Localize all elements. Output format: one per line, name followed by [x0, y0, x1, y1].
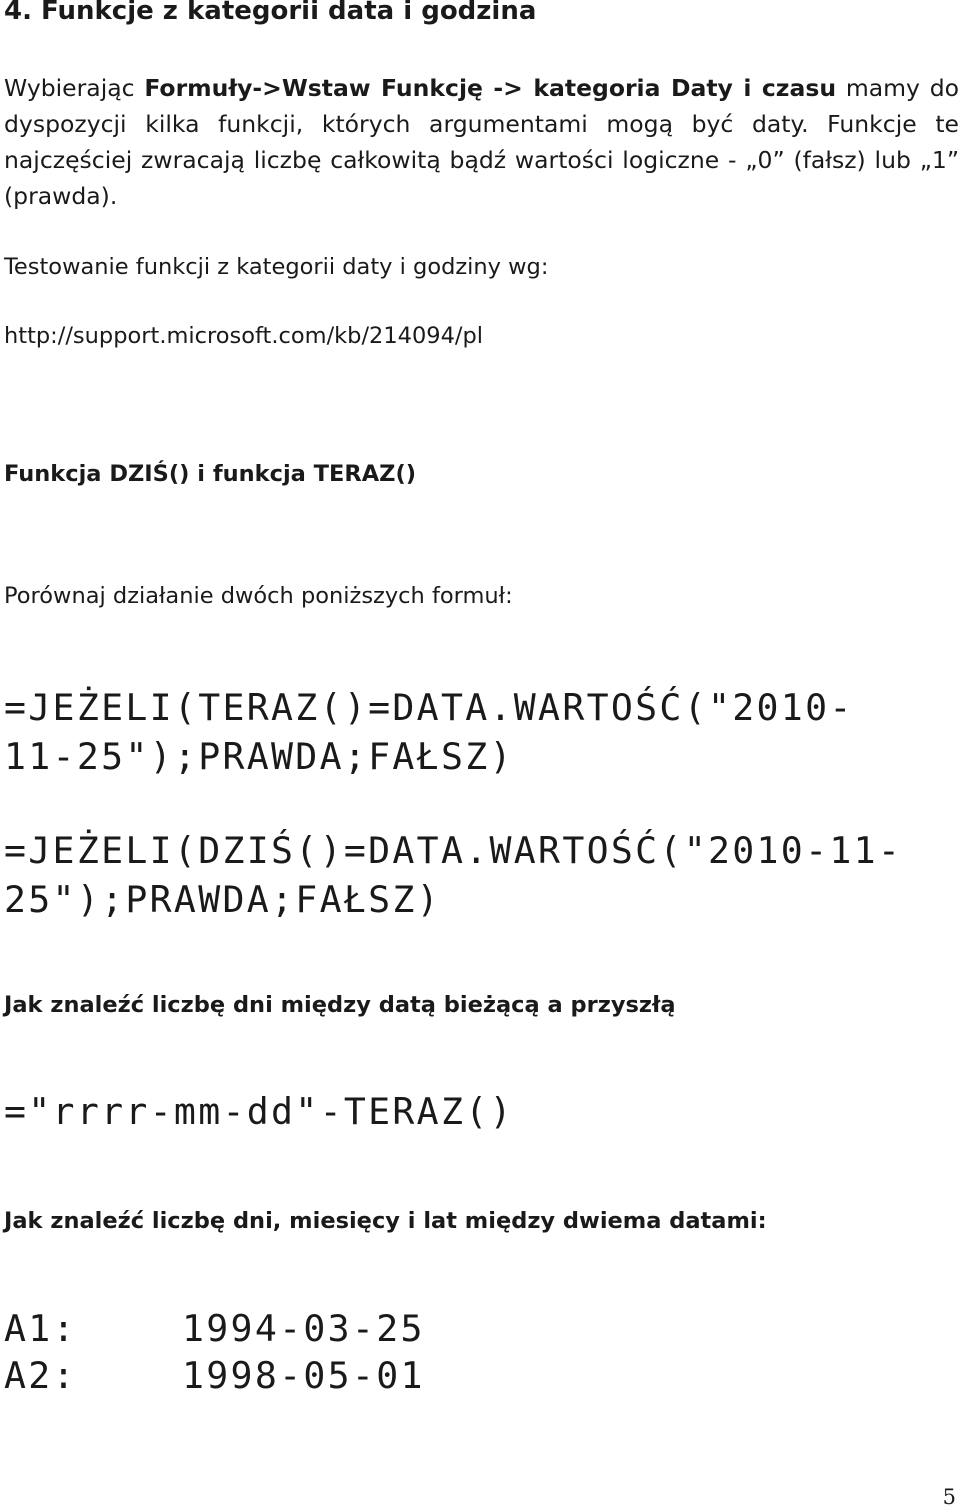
formula-3: ="rrrr-mm-dd"-TERAZ() — [4, 1090, 514, 1133]
page-number: 5 — [942, 1485, 956, 1509]
testing-line: Testowanie funkcji z kategorii daty i godziny wg: — [4, 254, 549, 280]
date-label: A2: — [4, 1354, 77, 1397]
intro-menu-path: Formuły->Wstaw Funkcję -> kategoria Daty i czasu — [144, 74, 837, 102]
date-row-a2 — [4, 1351, 425, 1400]
formula-2-line-2: 25");PRAWDA;FAŁSZ) — [4, 878, 441, 921]
formula-1-line-2: 11-25");PRAWDA;FAŁSZ) — [4, 735, 514, 778]
date-value: 1998-05-01 — [182, 1354, 425, 1397]
intro-rest: mamy do dyspozycji kilka funkcji, których argumentami mogą być daty. Funkcje te najczęściej zwracają liczbę całkowitą bądź wartości logiczne - „0” (fałsz) lub „1” (prawda). — [4, 74, 959, 210]
date-row-a1 — [4, 1304, 425, 1353]
support-url: http://support.microsoft.com/kb/214094/pl — [4, 323, 484, 349]
subheading-days-future: Jak znaleźć liczbę dni między datą bieżącą a przyszłą — [4, 992, 676, 1018]
intro-prefix: Wybierając — [4, 74, 145, 102]
date-value: 1994-03-25 — [182, 1307, 425, 1350]
subheading-today-now: Funkcja DZIŚ() i funkcja TERAZ() — [4, 461, 417, 487]
section-heading: 4. Funkcje z kategorii data i godzina — [4, 0, 537, 26]
compare-text: Porównaj działanie dwóch poniższych formuł: — [4, 583, 513, 609]
formula-2-line-1: =JEŻELI(DZIŚ()=DATA.WARTOŚĆ("2010-11- — [4, 829, 903, 872]
subheading-days-months-years: Jak znaleźć liczbę dni, miesięcy i lat między dwiema datami: — [4, 1208, 767, 1234]
date-label: A1: — [4, 1307, 77, 1350]
formula-1-line-1: =JEŻELI(TERAZ()=DATA.WARTOŚĆ("2010- — [4, 686, 854, 729]
intro-paragraph — [4, 70, 959, 214]
